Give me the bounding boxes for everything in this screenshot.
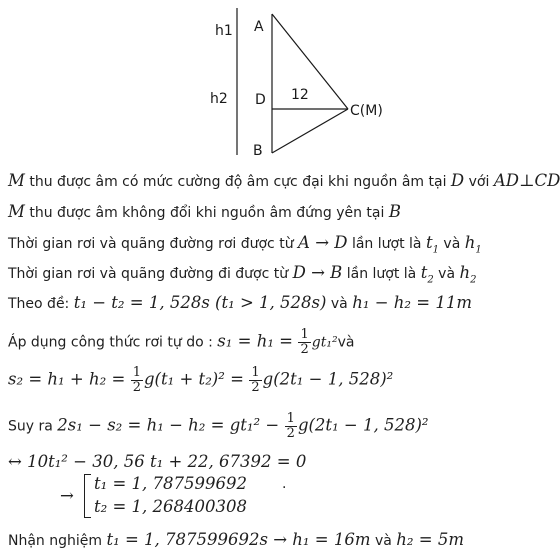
text-line-2 xyxy=(8,203,401,222)
math-s2-end: g(2t₁ − 1, 528)² xyxy=(262,369,394,389)
label-D: D xyxy=(255,92,266,108)
math-t2: $t_2$ xyxy=(420,263,434,286)
dot: . xyxy=(282,476,287,492)
fraction-half: $\frac{1}{2}$ xyxy=(286,411,295,441)
segment-BC xyxy=(272,109,348,153)
text-line-9 xyxy=(8,453,306,472)
text: và xyxy=(374,533,392,549)
label-h1: h1 xyxy=(215,23,233,39)
math-D: D xyxy=(450,171,465,190)
text: và xyxy=(330,296,348,312)
math-s1: s₁ = h₁ = xyxy=(217,331,294,351)
text-line-3 xyxy=(8,234,482,259)
math-M: M xyxy=(8,202,25,221)
label-A: A xyxy=(254,19,264,35)
text: lần lượt là xyxy=(346,266,417,282)
bracket xyxy=(84,474,91,518)
text-line-8 xyxy=(8,412,429,441)
fraction-half: $\frac{1}{2}$ xyxy=(300,327,309,357)
text-line-12 xyxy=(8,531,464,550)
fraction-half: $\frac{1}{2}$ xyxy=(132,365,141,395)
text: Áp dụng công thức rơi tự do : xyxy=(8,334,213,351)
math-h2-val: h₂ = 5m xyxy=(396,530,464,549)
math-D-to-B: D → B xyxy=(292,263,343,282)
label-B: B xyxy=(253,143,263,159)
math-B: B xyxy=(388,202,401,221)
math-h-diff: h₁ − h₂ = 11m xyxy=(352,293,472,312)
text: và xyxy=(337,334,355,351)
text: Nhận nghiệm xyxy=(8,533,103,549)
text: Suy ra xyxy=(8,418,53,435)
text-line-7 xyxy=(8,366,393,395)
text: với xyxy=(468,174,490,190)
label-C-M: C(M) xyxy=(350,103,383,119)
math-t1: $t_1$ xyxy=(425,233,439,256)
text: thu được âm không đổi khi nguồn âm đứng yên tại xyxy=(29,205,385,221)
math-accept: t₁ = 1, 787599692s → h₁ = 16m xyxy=(106,530,371,549)
math-perp: AD⊥CD xyxy=(493,171,560,190)
fraction-half: $\frac{1}{2}$ xyxy=(251,365,260,395)
text-line-4 xyxy=(8,264,477,289)
text: Thời gian rơi và quãng đường rơi được từ xyxy=(8,236,294,252)
math-suy-ra: 2s₁ − s₂ = h₁ − h₂ = gt₁² − xyxy=(57,415,280,435)
text-line-5 xyxy=(8,294,472,313)
text: Theo đề: xyxy=(8,296,70,312)
arrow-icon: → xyxy=(60,486,74,505)
math-h1: $h_1$ xyxy=(464,233,482,256)
math-h2: $h_2$ xyxy=(459,263,477,286)
segment-AC xyxy=(272,14,348,109)
math-M: M xyxy=(8,171,25,190)
label-h2: h2 xyxy=(210,91,228,107)
math-suy-ra-end: g(2t₁ − 1, 528)² xyxy=(297,415,429,435)
math-condition: t₁ − t₂ = 1, 528s (t₁ > 1, 528s) xyxy=(73,293,327,312)
text: và xyxy=(443,236,461,252)
math-s2: s₂ = h₁ + h₂ = xyxy=(8,369,126,389)
math-g-t1-sq: gt₁² xyxy=(311,334,338,351)
text: thu được âm có mức cường độ âm cực đại khi nguồn âm tại xyxy=(29,174,447,190)
text: lần lượt là xyxy=(351,236,422,252)
math-root-2: t₂ = 1, 268400308 xyxy=(94,497,248,516)
text: và xyxy=(438,266,456,282)
math-A-to-D: A → D xyxy=(298,233,348,252)
math-quadratic: ↔ 10t₁² − 30, 56 t₁ + 22, 67392 = 0 xyxy=(8,452,307,471)
math-root-1: t₁ = 1, 787599692 xyxy=(94,474,248,493)
text: Thời gian rơi và quãng đường đi được từ xyxy=(8,266,289,282)
text-line-6 xyxy=(8,328,354,357)
label-length-12: 12 xyxy=(291,87,309,103)
geometry-figure xyxy=(0,0,526,165)
math-s2-mid: g(t₁ + t₂)² = xyxy=(144,369,244,389)
text-line-1 xyxy=(8,172,560,191)
